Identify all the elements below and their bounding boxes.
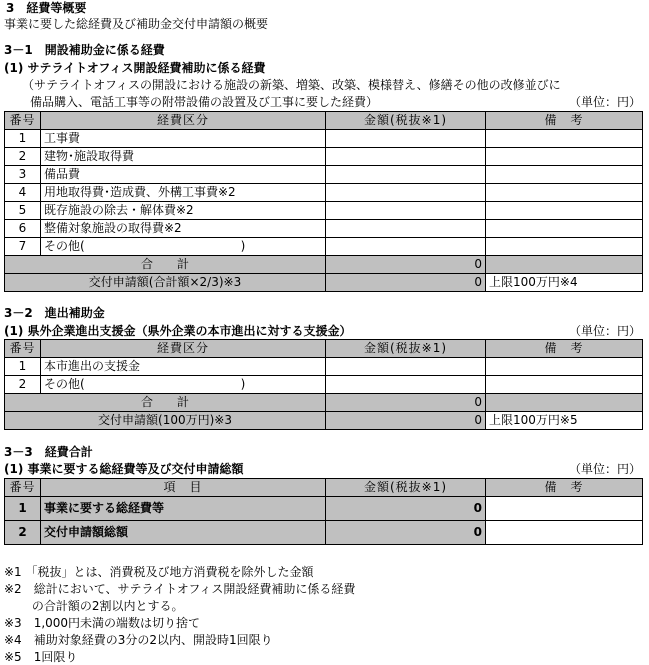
s3-title: 3－3 経費合計 [4, 445, 93, 459]
table-row [5, 148, 643, 166]
table-row [5, 497, 643, 521]
remarks-cell[interactable] [486, 376, 643, 394]
amount-value: 0 [326, 497, 486, 521]
col-amount-header: 金額(税抜※1) [326, 340, 486, 358]
row-label: 備品費 [41, 166, 326, 184]
s1-subtitle: (1) サテライトオフィス開設経費補助に係る経費 [4, 61, 266, 75]
apply-row [5, 412, 643, 430]
amount-cell[interactable] [326, 148, 486, 166]
s1-desc-line2: 備品購入、電話工事等の附帯設備の設置及び工事に要した経費） [30, 95, 379, 109]
row-number: 2 [5, 148, 41, 166]
row-number: 1 [5, 497, 41, 521]
s2-subtitle: (1) 県外企業進出支援金（県外企業の本市進出に対する支援金） [4, 324, 352, 338]
s3-header-row [5, 479, 643, 497]
remarks-cell[interactable] [486, 166, 643, 184]
row-label: 本市進出の支援金 [41, 358, 326, 376]
s2-unit: （単位：円） [568, 324, 641, 338]
col-amount-header: 金額(税抜※1) [326, 479, 486, 497]
remarks-cell[interactable] [486, 130, 643, 148]
s1-header-row [5, 112, 643, 130]
col-remarks-header: 備 考 [486, 479, 643, 497]
s3-subtitle: (1) 事業に要する総経費等及び交付申請総額 [4, 462, 244, 476]
apply-row [5, 274, 643, 292]
s3-summary-table [4, 478, 643, 545]
table-row [5, 376, 643, 394]
s1-desc-line1: （サテライトオフィスの開設における施設の新築、増築、改築、模様替え、修繕その他の改修並びに [22, 78, 561, 92]
footnote: ※4 補助対象経費の3分の2以内、開設時1回限り [4, 633, 273, 647]
col-category-header: 経費区分 [41, 340, 326, 358]
footnote: ※3 1,000円未満の端数は切り捨て [4, 616, 201, 630]
s1-unit: （単位：円） [568, 95, 641, 109]
row-label: その他( ) [41, 238, 326, 256]
remarks-cell[interactable] [486, 184, 643, 202]
amount-cell[interactable] [326, 166, 486, 184]
row-number: 2 [5, 376, 41, 394]
footnote: ※2 総計において、サテライトオフィス開設経費補助に係る経費 [4, 582, 356, 596]
footnote: ※1 「税抜」とは、消費税及び地方消費税を除外した金額 [4, 565, 314, 579]
row-number: 5 [5, 202, 41, 220]
amount-cell[interactable] [326, 220, 486, 238]
row-label: 既存施設の除去・解体費※2 [41, 202, 326, 220]
row-label: その他( ) [41, 376, 326, 394]
apply-remark: 上限100万円※5 [486, 412, 643, 430]
footnote: ※5 1回限り [4, 650, 78, 664]
s2-header-row [5, 340, 643, 358]
row-label: 建物･施設取得費 [41, 148, 326, 166]
row-number: 2 [5, 521, 41, 545]
table-row [5, 220, 643, 238]
apply-label: 交付申請額(合計額×2/3)※3 [5, 274, 326, 292]
row-number: 6 [5, 220, 41, 238]
amount-cell[interactable] [326, 184, 486, 202]
row-number: 7 [5, 238, 41, 256]
s3-unit: （単位：円） [568, 462, 641, 476]
remarks-cell[interactable] [486, 521, 643, 545]
total-label: 合 計 [5, 394, 326, 412]
amount-cell[interactable] [326, 376, 486, 394]
remarks-cell[interactable] [486, 358, 643, 376]
remarks-cell[interactable] [486, 202, 643, 220]
total-label: 合 計 [5, 256, 326, 274]
apply-value: 0 [326, 274, 486, 292]
row-label: 工事費 [41, 130, 326, 148]
total-remarks-cell [486, 394, 643, 412]
col-remarks-header: 備 考 [486, 112, 643, 130]
table-row [5, 202, 643, 220]
section-heading: 3 経費等概要 [6, 1, 87, 15]
footnote: の合計額の2割以内とする。 [4, 599, 184, 613]
col-remarks-header: 備 考 [486, 340, 643, 358]
apply-value: 0 [326, 412, 486, 430]
amount-cell[interactable] [326, 202, 486, 220]
col-no-header: 番号 [5, 479, 41, 497]
apply-label: 交付申請額(100万円)※3 [5, 412, 326, 430]
section-subheading: 事業に要した総経費及び補助金交付申請額の概要 [4, 17, 269, 31]
total-row [5, 256, 643, 274]
row-number: 3 [5, 166, 41, 184]
apply-remark: 上限100万円※4 [486, 274, 643, 292]
row-label: 交付申請額総額 [41, 521, 326, 545]
total-value: 0 [326, 256, 486, 274]
table-row [5, 166, 643, 184]
amount-cell[interactable] [326, 238, 486, 256]
row-number: 1 [5, 130, 41, 148]
s1-title: 3－1 開設補助金に係る経費 [4, 43, 165, 57]
remarks-cell[interactable] [486, 220, 643, 238]
row-number: 1 [5, 358, 41, 376]
s2-title: 3－2 進出補助金 [4, 306, 105, 320]
s1-expense-table [4, 111, 643, 292]
amount-cell[interactable] [326, 130, 486, 148]
s2-expense-table [4, 339, 643, 430]
row-label: 事業に要する総経費等 [41, 497, 326, 521]
col-item-header: 項 目 [41, 479, 326, 497]
col-amount-header: 金額(税抜※1) [326, 112, 486, 130]
remarks-cell[interactable] [486, 148, 643, 166]
row-number: 4 [5, 184, 41, 202]
remarks-cell[interactable] [486, 238, 643, 256]
row-label: 用地取得費･造成費、外構工事費※2 [41, 184, 326, 202]
total-row [5, 394, 643, 412]
amount-cell[interactable] [326, 358, 486, 376]
col-no-header: 番号 [5, 112, 41, 130]
table-row [5, 130, 643, 148]
total-remarks-cell [486, 256, 643, 274]
table-row [5, 358, 643, 376]
remarks-cell[interactable] [486, 497, 643, 521]
total-value: 0 [326, 394, 486, 412]
col-category-header: 経費区分 [41, 112, 326, 130]
amount-value: 0 [326, 521, 486, 545]
table-row [5, 521, 643, 545]
row-label: 整備対象施設の取得費※2 [41, 220, 326, 238]
col-no-header: 番号 [5, 340, 41, 358]
table-row [5, 184, 643, 202]
table-row [5, 238, 643, 256]
